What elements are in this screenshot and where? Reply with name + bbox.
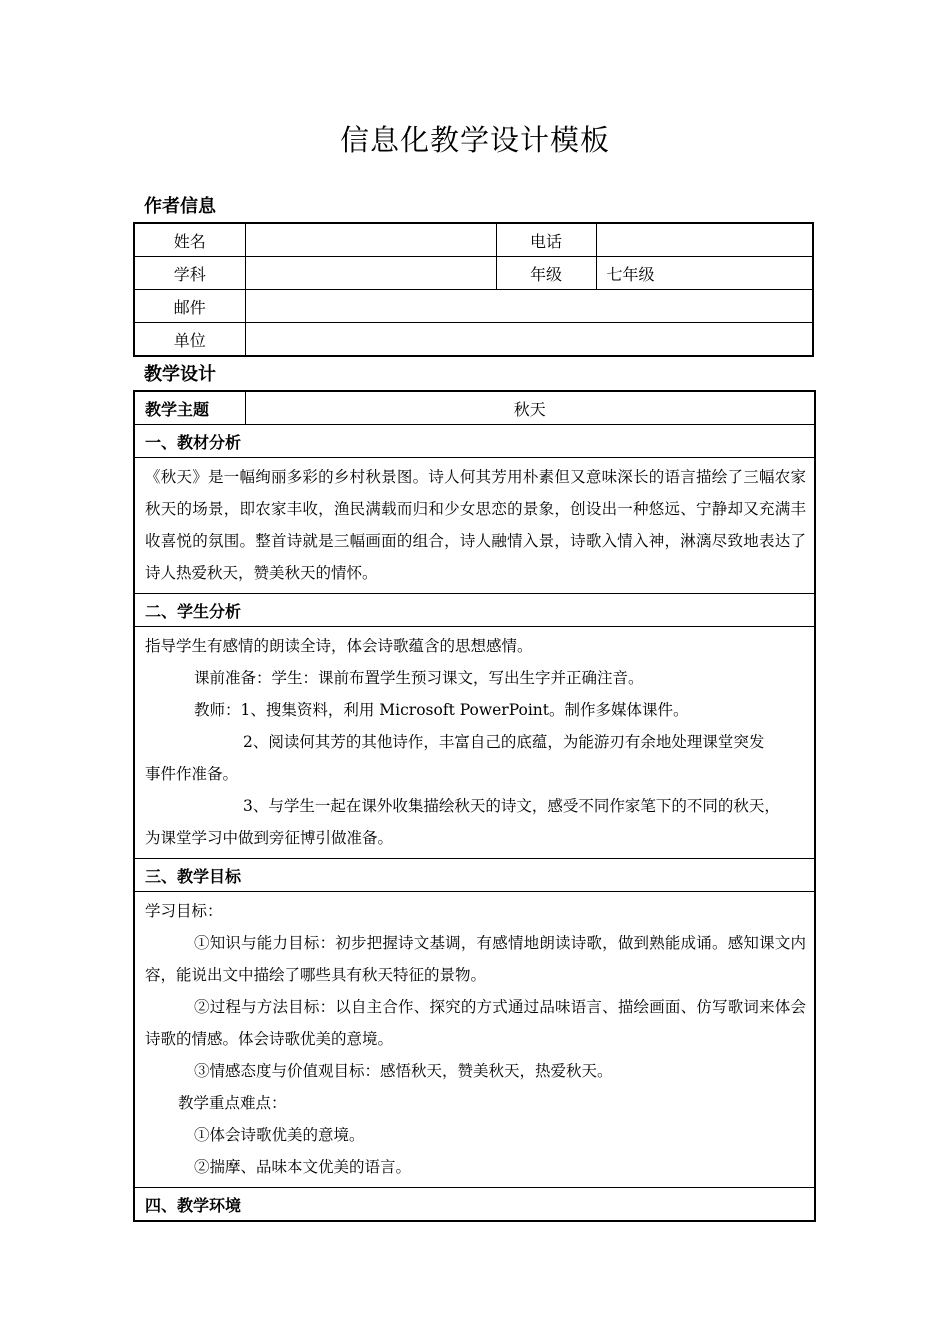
material-analysis-body[interactable] — [134, 458, 815, 594]
email-field[interactable] — [245, 290, 813, 323]
subject-field[interactable] — [245, 257, 496, 290]
name-label: 姓名 — [134, 223, 245, 257]
student-analysis-paragraph: 事件作准备。 — [145, 765, 239, 783]
key-points-intro: 教学重点难点： — [178, 1094, 287, 1112]
page-title: 信息化教学设计模板 — [339, 123, 610, 157]
student-analysis-paragraph: 为课堂学习中做到旁征博引做准备。 — [145, 829, 394, 847]
table-row — [134, 257, 813, 290]
student-analysis-heading: 二、学生分析 — [134, 594, 815, 627]
unit-field[interactable] — [245, 323, 813, 357]
student-analysis-paragraph: 2、阅读何其芳的其他诗作，丰富自己的底蕴，为能游刃有余地处理课堂突发 — [243, 733, 765, 751]
grade-label: 年级 — [496, 257, 596, 290]
phone-field[interactable] — [596, 223, 813, 257]
teaching-goals-body[interactable] — [134, 892, 815, 1188]
teaching-design-table — [133, 390, 816, 1222]
key-point-item: ②揣摩、品味本文优美的语言。 — [194, 1158, 412, 1176]
table-row — [134, 458, 815, 594]
table-row — [134, 892, 815, 1188]
material-analysis-heading: 一、教材分析 — [134, 425, 815, 458]
student-analysis-paragraph: 指导学生有感情的朗读全诗，体会诗歌蕴含的思想感情。 — [145, 637, 533, 655]
goal-item: ③情感态度与价值观目标：感悟秋天，赞美秋天，热爱秋天。 — [194, 1062, 613, 1080]
goals-intro: 学习目标： — [145, 902, 223, 920]
table-row — [134, 594, 815, 627]
teaching-goals-heading: 三、教学目标 — [134, 859, 815, 892]
key-point-item: ①体会诗歌优美的意境。 — [194, 1126, 365, 1144]
goal-item: ①知识与能力目标：初步把握诗文基调，有感情地朗读诗歌，做到熟能成诵。感知课文内容，能说出文中描绘了哪些具有秋天特征的景物。 — [145, 934, 806, 984]
email-label: 邮件 — [134, 290, 245, 323]
material-analysis-text: 《秋天》是一幅绚丽多彩的乡村秋景图。诗人何其芳用朴素但又意味深长的语言描绘了三幅农家秋天的场景，即农家丰收，渔民满载而归和少女思恋的景象，创设出一种悠远、宁静却又充满丰收喜悦的氛围。整首诗就是三幅画面的组合，诗人融情入景，诗歌入情入神，淋漓尽致地表达了诗人热爱秋天，赞美秋天的情怀。 — [145, 468, 806, 582]
name-field[interactable] — [245, 223, 496, 257]
table-row — [134, 223, 813, 257]
table-row — [134, 323, 813, 357]
table-row — [134, 425, 815, 458]
design-section-label: 教学设计 — [144, 364, 216, 385]
topic-label: 教学主题 — [134, 391, 245, 425]
student-analysis-paragraph: 3、与学生一起在课外收集描绘秋天的诗文，感受不同作家笔下的不同的秋天， — [243, 797, 780, 815]
topic-field[interactable]: 秋天 — [245, 391, 815, 425]
grade-field[interactable]: 七年级 — [596, 257, 813, 290]
table-row — [134, 1188, 815, 1222]
table-row — [134, 627, 815, 859]
subject-label: 学科 — [134, 257, 245, 290]
student-analysis-body[interactable] — [134, 627, 815, 859]
table-row — [134, 290, 813, 323]
unit-label: 单位 — [134, 323, 245, 357]
student-analysis-paragraph: 课前准备：学生：课前布置学生预习课文，写出生字并正确注音。 — [194, 669, 644, 687]
author-info-table — [133, 222, 814, 357]
table-row — [134, 859, 815, 892]
goal-item: ②过程与方法目标：以自主合作、探究的方式通过品味语言、描绘画面、仿写歌词来体会诗歌的情感。体会诗歌优美的意境。 — [145, 998, 806, 1048]
phone-label: 电话 — [496, 223, 596, 257]
author-section-label: 作者信息 — [144, 196, 216, 217]
teaching-environment-heading: 四、教学环境 — [134, 1188, 815, 1222]
student-analysis-paragraph: 教师：1、搜集资料，利用 Microsoft PowerPoint。制作多媒体课件。 — [194, 701, 689, 719]
table-row — [134, 391, 815, 425]
